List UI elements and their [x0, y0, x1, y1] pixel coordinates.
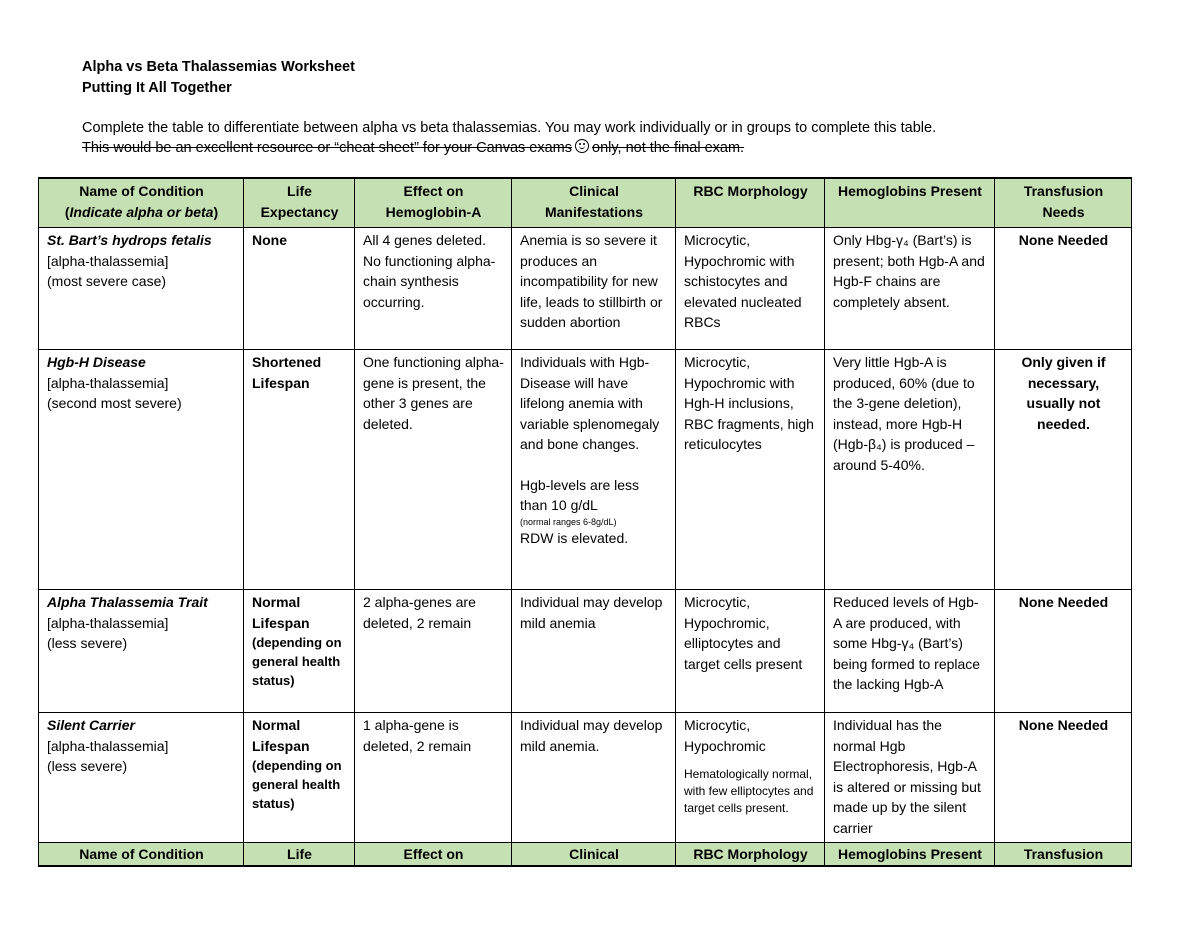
condition-note: (most severe case) — [47, 273, 167, 289]
condition-name: St. Bart’s hydrops fetalis — [47, 232, 212, 248]
worksheet-title: Alpha vs Beta Thalassemias Worksheet — [82, 59, 355, 75]
condition-type: [alpha-thalassemia] — [47, 614, 169, 631]
header-clinical-manifestations: Clinical Manifestations — [512, 178, 676, 228]
hemoglobins-cell: Only Hbg-γ₄ (Bart’s) is present; both Hgb-A and Hgb-F chains are completely absent. — [825, 228, 995, 350]
instructions-block — [82, 118, 1122, 158]
header-name-of-condition: Name of Condition (Indicate alpha or beta) — [39, 178, 244, 228]
hemoglobins-cell: Very little Hgb-A is produced, 60% (due to the 3-gene deletion), instead, more Hgb-H (Hgb-β₄) is produced – around 5-40%. — [825, 350, 995, 590]
header-hemoglobins-present: Hemoglobins Present — [825, 178, 995, 228]
table-row — [39, 350, 1132, 590]
effect-cell: One functioning alpha-gene is present, the other 3 genes are deleted. — [355, 350, 512, 590]
morphology-cell — [676, 713, 825, 843]
clinical-cell: Individual may develop mild anemia — [512, 590, 676, 713]
morphology-cell: Microcytic, Hypochromic with schistocytes and elevated nucleated RBCs — [676, 228, 825, 350]
footer-effect-on: Effect on — [355, 843, 512, 867]
footer-clinical: Clinical — [512, 843, 676, 867]
condition-type: [alpha-thalassemia] — [47, 737, 169, 754]
struck-note-end: only, not the final exam. — [592, 140, 745, 156]
life-expectancy-value: Normal Lifespan — [252, 717, 310, 754]
condition-note: (less severe) — [47, 758, 128, 774]
morphology-cell: Microcytic, Hypochromic with Hgh-H inclusions, RBC fragments, high reticulocytes — [676, 350, 825, 590]
transfusion-cell: None Needed — [995, 228, 1132, 350]
clinical-hgb-levels: Hgb-levels are less than 10 g/dL — [520, 476, 640, 513]
life-expectancy-cell — [244, 590, 355, 713]
table-row — [39, 713, 1132, 843]
condition-type: [alpha-thalassemia] — [47, 374, 169, 391]
header-transfusion-needs: Transfusion Needs — [995, 178, 1132, 228]
struck-note-text: This would be an excellent resource or “cheat sheet” for your Canvas exams — [82, 140, 573, 156]
life-expectancy-note: (depending on general health status) — [252, 758, 342, 811]
morphology-text: Microcytic, Hypochromic — [684, 717, 766, 754]
condition-type: [alpha-thalassemia] — [47, 252, 169, 269]
clinical-cell: Anemia is so severe it produces an incompatibility for new life, leads to stillbirth or sudden abortion — [512, 228, 676, 350]
table-row — [39, 590, 1132, 713]
life-expectancy-cell — [244, 713, 355, 843]
life-expectancy-cell: None — [244, 228, 355, 350]
footer-life: Life — [244, 843, 355, 867]
condition-cell — [39, 713, 244, 843]
condition-cell — [39, 350, 244, 590]
clinical-rdw: RDW is elevated. — [520, 529, 629, 546]
table-footer-row — [39, 843, 1132, 867]
header-indicate-note: (Indicate alpha or beta) — [64, 203, 219, 220]
transfusion-cell: None Needed — [995, 713, 1132, 843]
effect-cell: All 4 genes deleted. No functioning alpha-chain synthesis occurring. — [355, 228, 512, 350]
hemoglobins-cell: Reduced levels of Hgb-A are produced, with some Hbg-γ₄ (Bart’s) being formed to replace the lacking Hgb-A — [825, 590, 995, 713]
effect-cell: 1 alpha-gene is deleted, 2 remain — [355, 713, 512, 843]
footer-name-of-condition: Name of Condition — [39, 843, 244, 867]
clinical-cell — [512, 350, 676, 590]
struck-note — [82, 138, 1122, 158]
clinical-text: Individuals with Hgb-Disease will have lifelong anemia with variable splenomegaly and bone changes. — [520, 354, 660, 452]
header-rbc-morphology: RBC Morphology — [676, 178, 825, 228]
footer-rbc-morphology: RBC Morphology — [676, 843, 825, 867]
table-row — [39, 228, 1132, 350]
spacer — [684, 756, 817, 766]
instructions-text: Complete the table to differentiate between alpha vs beta thalassemias. You may work individually or in groups to complete this table. — [82, 120, 937, 136]
condition-cell — [39, 590, 244, 713]
clinical-normal-range: (normal ranges 6-8g/dL) — [520, 516, 617, 527]
clinical-cell: Individual may develop mild anemia. — [512, 713, 676, 843]
header-effect-on-hemoglobin: Effect on Hemoglobin-A — [355, 178, 512, 228]
life-expectancy-note: (depending on general health status) — [252, 635, 342, 688]
condition-name: Alpha Thalassemia Trait — [47, 594, 208, 610]
footer-transfusion: Transfusion — [995, 843, 1132, 867]
table-header-row — [39, 178, 1132, 228]
smiley-face-icon — [575, 139, 589, 153]
hemoglobins-cell: Individual has the normal Hgb Electrophoresis, Hgb-A is altered or missing but made up by the silent carrier — [825, 713, 995, 843]
life-expectancy-cell: Shortened Lifespan — [244, 350, 355, 590]
condition-cell — [39, 228, 244, 350]
morphology-cell: Microcytic, Hypochromic, elliptocytes and target cells present — [676, 590, 825, 713]
spacer — [520, 455, 668, 475]
life-expectancy-value: Normal Lifespan — [252, 594, 310, 631]
condition-note: (less severe) — [47, 635, 128, 651]
title-block — [82, 57, 355, 99]
condition-name: Silent Carrier — [47, 717, 135, 733]
condition-note: (second most severe) — [47, 395, 182, 411]
thalassemia-table — [38, 177, 1132, 867]
effect-cell: 2 alpha-genes are deleted, 2 remain — [355, 590, 512, 713]
transfusion-cell: Only given if necessary, usually not needed. — [995, 350, 1132, 590]
header-life-expectancy: Life Expectancy — [244, 178, 355, 228]
transfusion-cell: None Needed — [995, 590, 1132, 713]
worksheet-subtitle: Putting It All Together — [82, 80, 232, 96]
morphology-note: Hematologically normal, with few elliptocytes and target cells present. — [684, 767, 814, 815]
condition-name: Hgb-H Disease — [47, 354, 146, 370]
footer-hemoglobins-present: Hemoglobins Present — [825, 843, 995, 867]
